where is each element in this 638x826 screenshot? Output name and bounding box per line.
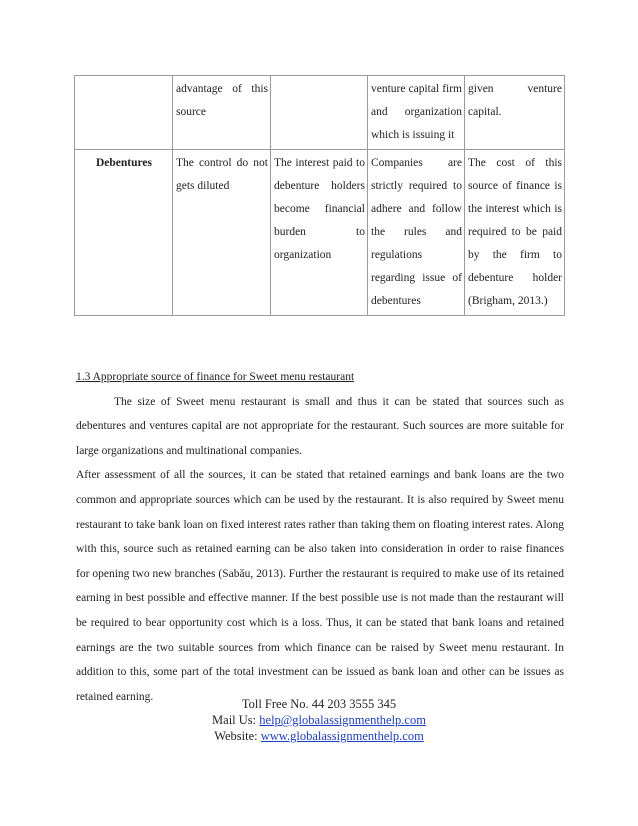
website-link[interactable]: www.globalassignmenthelp.com [260,729,424,743]
footer-mail [0,712,638,728]
website-label: Website: [214,729,261,743]
table-cell: Companies are strictly required to adhere and follow the rules and regulations regarding issue of debentures [368,150,465,316]
page-footer [0,696,638,744]
table-row [75,150,565,316]
table-cell: The control do not gets diluted [173,150,271,316]
table-cell [75,76,173,150]
table-row [75,76,565,150]
table-cell [271,76,368,150]
paragraph: After assessment of all the sources, it can be stated that retained earnings and bank loans are the two common and appropriate sources which can be used by the restaurant. It is also required by Sweet menu restaurant to take bank loan on fixed interest rates rather than taking them on floating interest rates. Along with this, source such as retained earning can be also taken into consideration in order to raise finances for opening two new branches (Sabău, 2013). Further the restaurant is required to make use of its retained earning in best possible and effective manner. If the best possible use is not made than the restaurant will be required to bear opportunity cost which is a loss. Thus, it can be stated that bank loans and retained earnings are the two suitable sources from which finance can be raised by Sweet menu restaurant. In addition to this, some part of the total investment can be issued as bank loan and other can be issues as retained earning. [76,469,564,703]
mail-label: Mail Us: [212,713,260,727]
row-header-debentures: Debentures [75,150,173,316]
email-link[interactable]: help@globalassignmenthelp.com [259,713,426,727]
table-cell: venture capital firm and organization which is issuing it [368,76,465,150]
section-1-3 [76,365,564,709]
table-cell: The cost of this source of finance is the interest which is required to be paid by the firm to debenture holder (Brigham, 2013.) [465,150,565,316]
table-cell: The interest paid to debenture holders become financial burden to organization [271,150,368,316]
finance-sources-table [74,75,565,316]
table-cell: advantage of this source [173,76,271,150]
footer-website [0,728,638,744]
table-cell: given venture capital. [465,76,565,150]
section-heading: 1.3 Appropriate source of finance for Sweet menu restaurant [76,371,355,383]
paragraph: The size of Sweet menu restaurant is small and thus it can be stated that sources such as debentures and ventures capital are not appropriate for the restaurant. Such sources are more suitable for large organizations and multinational companies. [76,395,564,457]
footer-phone: Toll Free No. 44 203 3555 345 [241,697,397,711]
